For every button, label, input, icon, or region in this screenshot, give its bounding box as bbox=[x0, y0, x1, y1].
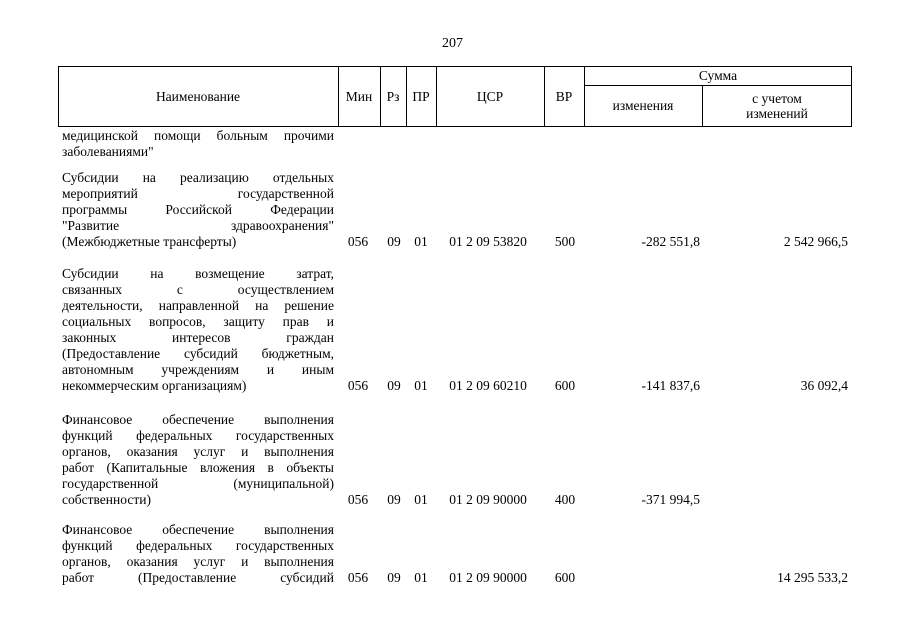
row-vr: 600 bbox=[554, 570, 576, 585]
column-header-rz: Рз bbox=[386, 88, 400, 104]
row-name-line: Финансовое обеспечение выполнения bbox=[62, 412, 334, 427]
row-name-line: связанных с осуществлением bbox=[62, 282, 334, 297]
page-number: 207 bbox=[442, 36, 463, 51]
row-name-line: работ (Предоставление субсидий bbox=[62, 570, 334, 585]
row-name-line: мероприятий государственной bbox=[62, 186, 334, 201]
column-header-vr: ВР bbox=[555, 88, 573, 104]
row-vr: 500 bbox=[554, 234, 576, 249]
row-name-line: функций федеральных государственных bbox=[62, 538, 334, 553]
row-name bbox=[62, 522, 334, 586]
row-name-line: Финансовое обеспечение выполнения bbox=[62, 522, 334, 537]
row-min: 056 bbox=[347, 378, 369, 393]
row-rz: 09 bbox=[387, 570, 401, 585]
row-name-line: автономным учреждениям и иным bbox=[62, 362, 334, 377]
row-name-line: Субсидии на возмещение затрат, bbox=[62, 266, 334, 281]
row-vr: 600 bbox=[554, 378, 576, 393]
column-header-pr: ПР bbox=[412, 88, 430, 104]
column-header-with-changes bbox=[702, 85, 852, 126]
row-pr: 01 bbox=[414, 492, 428, 507]
row-total: 36 092,4 bbox=[800, 378, 848, 393]
row-name bbox=[62, 128, 334, 160]
column-header-with-changes-line1: с учетом bbox=[752, 90, 802, 106]
row-name-line: органов, оказания услуг и выполнения bbox=[62, 444, 334, 459]
row-pr: 01 bbox=[414, 234, 428, 249]
row-name bbox=[62, 266, 334, 394]
column-header-csr: ЦСР bbox=[476, 88, 504, 104]
row-name-line: законных интересов граждан bbox=[62, 330, 334, 345]
row-csr: 01 2 09 90000 bbox=[449, 492, 527, 507]
row-name-line: социальных вопросов, защиту прав и bbox=[62, 314, 334, 329]
row-total: 14 295 533,2 bbox=[777, 570, 848, 585]
row-name-line: некоммерческим организациям) bbox=[62, 378, 247, 393]
row-min: 056 bbox=[347, 570, 369, 585]
row-csr: 01 2 09 53820 bbox=[449, 234, 527, 249]
row-name bbox=[62, 170, 334, 250]
row-name-line: органов, оказания услуг и выполнения bbox=[62, 554, 334, 569]
row-name-line: медицинской помощи больным прочими bbox=[62, 128, 334, 143]
row-vr: 400 bbox=[554, 492, 576, 507]
row-name-line: функций федеральных государственных bbox=[62, 428, 334, 443]
table-body bbox=[58, 126, 852, 640]
column-header-with-changes-line2: изменений bbox=[746, 105, 808, 121]
row-name-line: государственной (муниципальной) bbox=[62, 476, 334, 491]
row-change: -371 994,5 bbox=[641, 492, 700, 507]
row-name-line: работ (Капитальные вложения в объекты bbox=[62, 460, 334, 475]
table-header bbox=[58, 66, 852, 126]
row-change: -141 837,6 bbox=[641, 378, 700, 393]
row-csr: 01 2 09 60210 bbox=[449, 378, 527, 393]
row-min: 056 bbox=[347, 492, 369, 507]
row-name-line: "Развитие здравоохранения" bbox=[62, 218, 334, 233]
column-header-min: Мин bbox=[345, 88, 373, 104]
row-change: -282 551,8 bbox=[641, 234, 700, 249]
row-rz: 09 bbox=[387, 492, 401, 507]
row-min: 056 bbox=[347, 234, 369, 249]
row-name-line: (Межбюджетные трансферты) bbox=[62, 234, 237, 249]
row-rz: 09 bbox=[387, 234, 401, 249]
row-name-line: (Предоставление субсидий бюджетным, bbox=[62, 346, 334, 361]
column-header-changes: изменения bbox=[612, 98, 674, 113]
row-pr: 01 bbox=[414, 378, 428, 393]
row-name-line: заболеваниями" bbox=[62, 144, 154, 159]
row-name-line: собственности) bbox=[62, 492, 151, 507]
column-header-name: Наименование bbox=[155, 88, 241, 104]
column-header-summa: Сумма bbox=[698, 68, 738, 83]
row-name bbox=[62, 412, 334, 508]
row-total: 2 542 966,5 bbox=[783, 234, 848, 249]
row-rz: 09 bbox=[387, 378, 401, 393]
row-name-line: деятельности, направленной на решение bbox=[62, 298, 334, 313]
row-name-line: Субсидии на реализацию отдельных bbox=[62, 170, 334, 185]
row-pr: 01 bbox=[414, 570, 428, 585]
row-name-line: программы Российской Федерации bbox=[62, 202, 334, 217]
row-csr: 01 2 09 90000 bbox=[449, 570, 527, 585]
